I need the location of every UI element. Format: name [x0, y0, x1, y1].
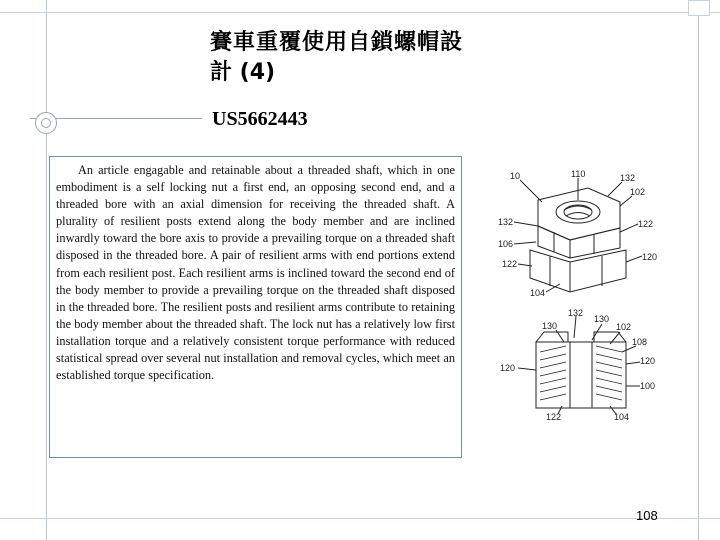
fig-label-102b: 102: [616, 322, 632, 332]
abstract-box: [49, 156, 462, 458]
fig-label-122a: 122: [638, 219, 654, 229]
patent-figure: [470, 166, 696, 423]
fig-label-102a: 102: [630, 187, 646, 197]
patent-number: US5662443: [212, 108, 308, 130]
slide-title-line2: 計 (4): [210, 60, 276, 85]
fig-label-120c: 120: [500, 363, 516, 373]
frame-corner-square: [688, 0, 710, 16]
lock-nut-drawing: [470, 166, 696, 423]
section-hatching: [540, 346, 622, 400]
fig-label-108: 108: [632, 337, 648, 347]
fig-label-132c: 132: [568, 308, 584, 318]
fig-label-122b: 122: [502, 259, 518, 269]
frame-circle-ornament-inner: [41, 118, 51, 128]
frame-line-right: [698, 0, 699, 540]
fig-label-104a: 104: [530, 288, 546, 298]
fig-label-106: 106: [498, 239, 514, 249]
fig-label-130b: 130: [594, 314, 610, 324]
nut-post-right: [570, 228, 620, 258]
fig-label-132a: 132: [620, 173, 636, 183]
fig-label-100: 100: [640, 381, 656, 391]
fig-label-132b: 132: [498, 217, 514, 227]
fig-label-120b: 120: [640, 356, 656, 366]
fig-label-10: 10: [510, 171, 521, 181]
fig-label-130a: 130: [542, 321, 558, 331]
thread-lines-top: [564, 206, 592, 216]
frame-line-left: [46, 0, 47, 540]
slide-title-line1: 賽車重覆使用自鎖螺帽設: [210, 30, 464, 55]
fig-label-120a: 120: [642, 252, 658, 262]
page-number: 108: [636, 508, 658, 523]
abstract-text: An article engagable and retainable about a threaded shaft, which in one embodiment is a self locking nut a first end, an opposing second end, and a threaded bore with an axial dimension for receiving the threaded shaft. A plurality of resilient posts extend along the body member and are inclined inwardly toward the bore axis to provide a prevailing torque on a threaded shaft disposed in the threaded bore. A pair of resilient arms with end portions extend from each resilient post. Each resilient arms is inclined toward the second end of the body member to provide a prevailing torque on the threaded shaft disposed in the threaded bore. The resilient posts and resilient arms contribute to retaining the body member about the threaded shaft. The lock nut has a relatively low first installation torque and a relatively consistent torque performance with reduced statistical spread over several nut installation and removal cycles, which meet an established torque specification.: [56, 163, 455, 383]
nut-top-face: [538, 188, 620, 240]
frame-line-bottom: [0, 518, 720, 519]
fig-label-110: 110: [571, 169, 586, 179]
frame-line-top: [0, 12, 720, 13]
slide-title: [210, 28, 510, 88]
fig-label-122c: 122: [546, 412, 562, 422]
fig-label-104b: 104: [614, 412, 630, 422]
